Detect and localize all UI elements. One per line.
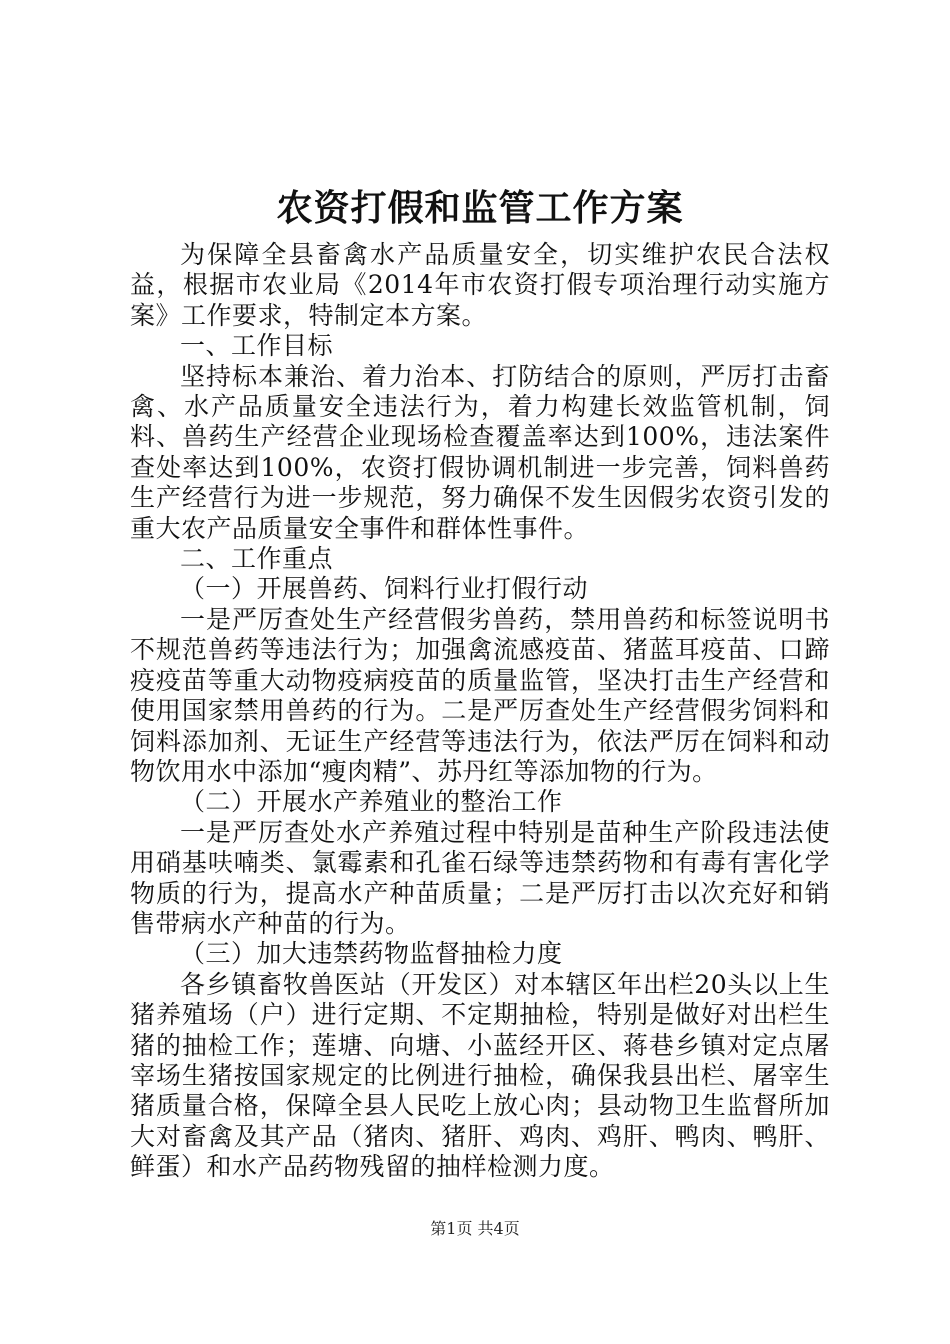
subsection-heading-3: （三）加大违禁药物监督抽检力度 bbox=[180, 939, 563, 969]
page-footer: 第1页 共4页 bbox=[430, 1219, 520, 1238]
goals-paragraph: 坚持标本兼治、着力治本、打防结合的原则，严厉打击畜禽、水产品质量安全违法行为，着力构建长效监管机制，饲料、兽药生产经营企业现场检查覆盖率达到100%，违法案件查处率达到100%，农资打假协调机制进一步完善，饲料兽药生产经营行为进一步规范，努力确保不发生因假劣农资引发的重大农产品质量安全事件和群体性事件。 bbox=[130, 361, 830, 543]
subsection-heading-1: （一）开展兽药、饲料行业打假行动 bbox=[180, 574, 589, 604]
document-page bbox=[130, 180, 830, 1183]
document-title: 农资打假和监管工作方案 bbox=[276, 187, 684, 229]
subsection-heading-2: （二）开展水产养殖业的整治工作 bbox=[180, 787, 563, 817]
subsection-3-paragraph: 各乡镇畜牧兽医站（开发区）对本辖区年出栏20头以上生猪养殖场（户）进行定期、不定期抽检，特别是做好对出栏生猪的抽检工作；莲塘、向塘、小蓝经开区、蒋巷乡镇对定点屠宰场生猪按国家规定的比例进行抽检，确保我县出栏、屠宰生猪质量合格，保障全县人民吃上放心肉；县动物卫生监督所加大对畜禽及其产品（猪肉、猪肝、鸡肉、鸡肝、鸭肉、鸭肝、鲜蛋）和水产品药物残留的抽样检测力度。 bbox=[130, 969, 830, 1182]
subsection-2-paragraph: 一是严厉查处水产养殖过程中特别是苗种生产阶段违法使用硝基呋喃类、氯霉素和孔雀石绿等违禁药物和有毒有害化学物质的行为，提高水产种苗质量；二是严厉打击以次充好和销售带病水产种苗的行为。 bbox=[130, 817, 830, 938]
section-heading-goals: 一、工作目标 bbox=[180, 331, 334, 361]
section-heading-focus: 二、工作重点 bbox=[180, 544, 334, 574]
subsection-1-paragraph: 一是严厉查处生产经营假劣兽药，禁用兽药和标签说明书不规范兽药等违法行为；加强禽流感疫苗、猪蓝耳疫苗、口蹄疫疫苗等重大动物疫病疫苗的质量监管，坚决打击生产经营和使用国家禁用兽药的行为。二是严厉查处生产经营假劣饲料和饲料添加剂、无证生产经营等违法行为，依法严厉在饲料和动物饮用水中添加“瘦肉精”、苏丹红等添加物的行为。 bbox=[130, 604, 830, 786]
intro-paragraph: 为保障全县畜禽水产品质量安全，切实维护农民合法权益，根据市农业局《2014年市农资打假专项治理行动实施方案》工作要求，特制定本方案。 bbox=[130, 240, 830, 330]
